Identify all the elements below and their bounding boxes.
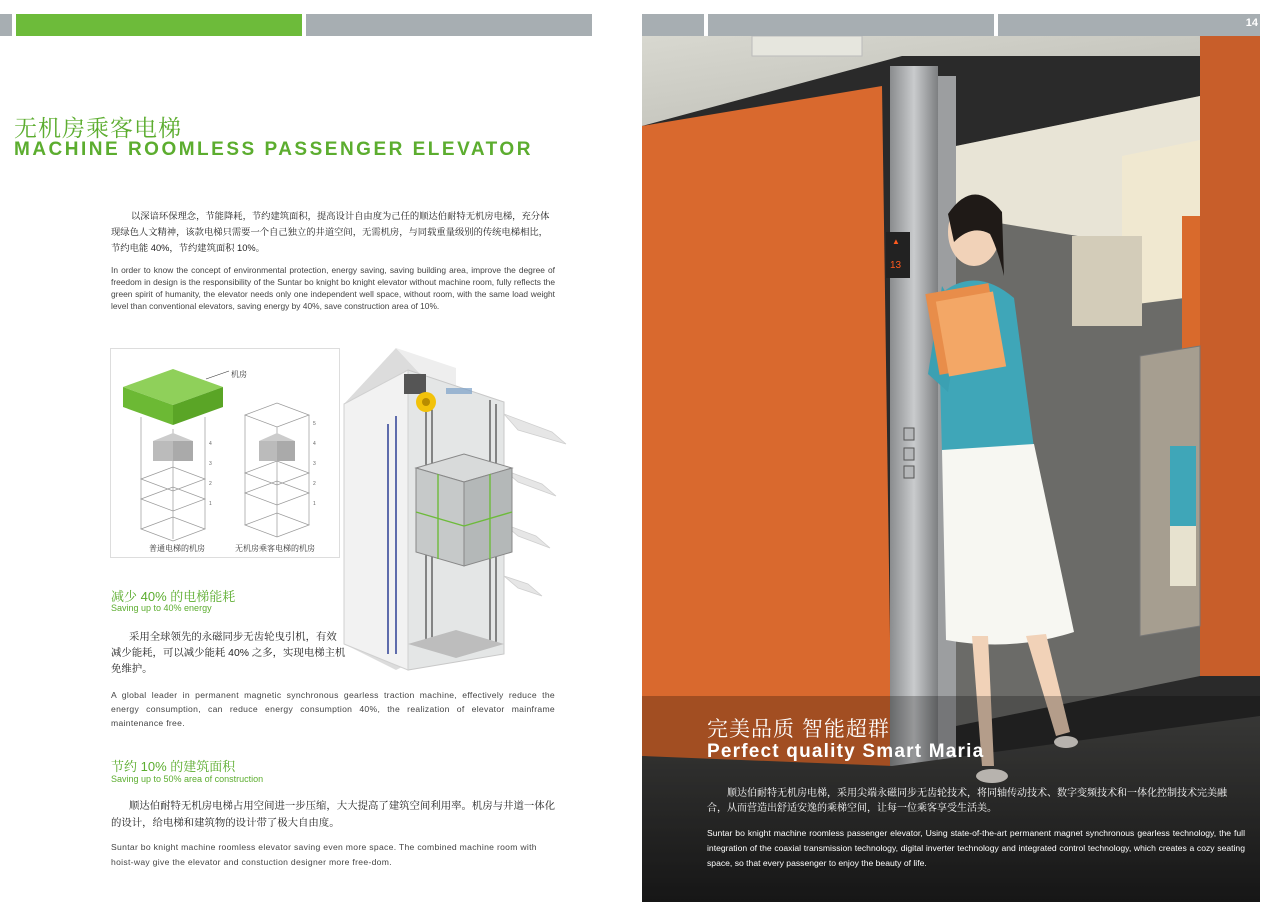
header-bar-left-stub: [0, 14, 12, 36]
section-energy-title-cn: 减少 40% 的电梯能耗: [111, 589, 236, 604]
svg-text:3: 3: [313, 461, 316, 467]
svg-text:5: 5: [313, 421, 316, 427]
page-title-en: MACHINE ROOMLESS PASSENGER ELEVATOR: [14, 139, 533, 160]
page-title-cn: 无机房乘客电梯: [14, 115, 182, 141]
svg-text:2: 2: [313, 481, 316, 487]
header-bar-right-stub: [642, 14, 704, 36]
intro-paragraph-en: In order to know the concept of environmental protection, energy saving, saving building area, improve the degree of freedom in design is the responsibility of the Suntar bo knight bo knight elevator without machine room, fully reflects the green spirit of humanity, the elevator needs only one independent well space, without room, with the same load weight level than conventional elevators, saving energy by 40%, save construction area of 10%.: [111, 265, 555, 311]
comparison-diagram-illustration: [111, 349, 341, 559]
conventional-caption: 普通电梯的机房: [149, 544, 205, 553]
roomless-caption: 无机房乘客电梯的机房: [235, 544, 315, 553]
floor-indicator: 13: [890, 260, 902, 271]
svg-text:3: 3: [209, 461, 212, 467]
section-space-title-cn: 节约 10% 的建筑面积: [111, 759, 236, 774]
comparison-diagram: [110, 348, 340, 558]
page-number: 14: [1245, 17, 1258, 29]
hero-photo: [642, 36, 1260, 902]
svg-text:4: 4: [313, 441, 316, 447]
svg-text:1: 1: [313, 501, 316, 507]
section-energy-title-en: Saving up to 40% energy: [111, 603, 212, 613]
photo-caption-body-en: Suntar bo knight machine roomless passenger elevator, Using state-of-the-art permanent magnet synchronous gearless technology, the full integration of the coaxial transmission technology, digital inverter technology and integrated control technology, which creates a cozy seating space, so that every passenger to enjoy the beauty of life.: [707, 828, 1245, 868]
section-energy-body-en: A global leader in permanent magnetic synchronous gearless traction machine, effectively reduce the energy consumption, can reduce energy consumption 40%, the realization of elevator mainframe maintenance free.: [111, 690, 555, 728]
header-bar-left: [306, 14, 592, 36]
header-bar-right-1: [708, 14, 994, 36]
svg-text:1: 1: [209, 501, 212, 507]
section-space-body-cn: 顺达伯耐特无机房电梯占用空间进一步压缩，大大提高了建筑空间利用率。机房与井道一体化的设计，给电梯和建筑物的设计带了极大自由度。: [111, 801, 556, 829]
intro-paragraph-cn: 以深谙环保理念，节能降耗，节约建筑面积，提高设计自由度为己任的顺达伯耐特无机房电梯，充分体现绿色人文精神，该款电梯只需要一个自己独立的井道空间，无需机房，与同载重量级别的传统电梯相比，节约电能 40%，节约建筑面积 10%。: [111, 211, 550, 253]
section-space-body-en: Suntar bo knight machine roomless elevator saving even more space. The combined machine room with hoist-way give the elevator and constuction designer more free-dom.: [111, 842, 537, 867]
photo-caption-title-en: Perfect quality Smart Maria: [707, 741, 985, 762]
section-space-title-en: Saving up to 50% area of construction: [111, 774, 264, 784]
machine-room-label: 机房: [231, 370, 247, 379]
elevator-shaft-illustration: [336, 344, 576, 674]
svg-text:4: 4: [209, 441, 212, 447]
photo-caption-title-cn: 完美品质 智能超群: [707, 718, 890, 741]
hero-photo-illustration: [642, 36, 1260, 902]
section-energy-body-cn: 采用全球领先的永磁同步无齿轮曳引机，有效减少能耗，可以减少能耗 40% 之多，实现电梯主机免维护。: [111, 632, 346, 675]
header-bar-accent: [16, 14, 302, 36]
svg-text:2: 2: [209, 481, 212, 487]
svg-text:▲: ▲: [892, 237, 900, 246]
header-bar-right-2: [998, 14, 1260, 36]
photo-caption-body-cn: 顺达伯耐特无机房电梯，采用尖端永磁同步无齿轮技术，将同轴传动技术、数字变频技术和一体化控制技术完美融合，从而营造出舒适安逸的乘梯空间，让每一位乘客享受生活美。: [707, 788, 1227, 814]
